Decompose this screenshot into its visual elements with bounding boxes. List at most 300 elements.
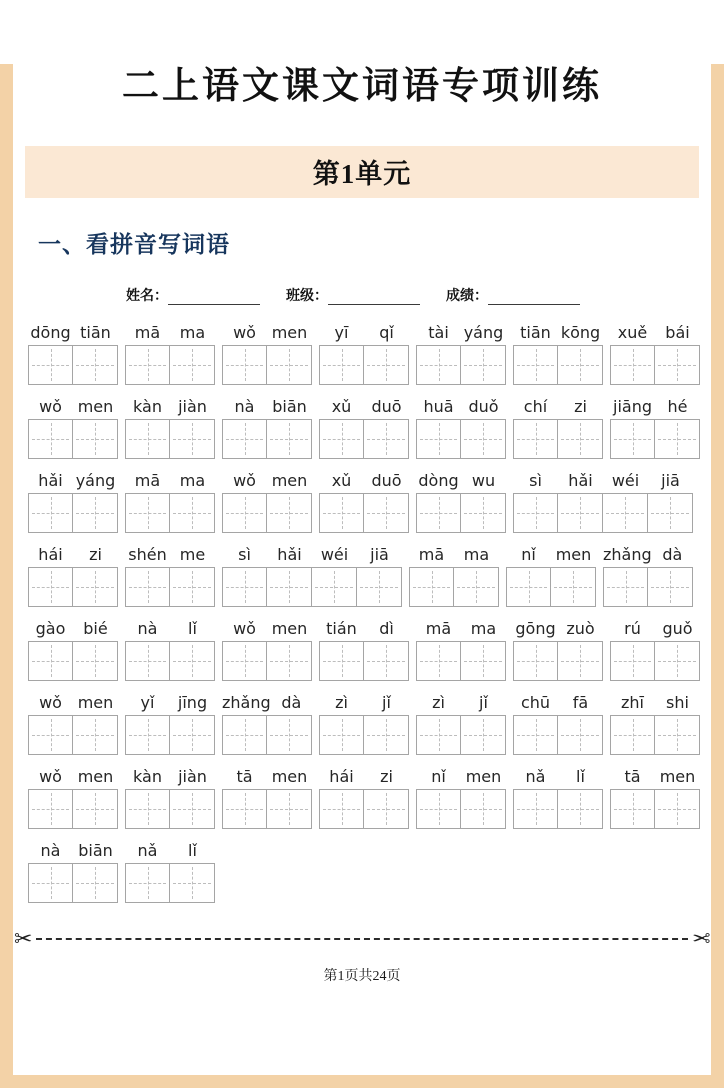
pinyin-syllable: wéi (611, 471, 640, 490)
pinyin-line (125, 614, 215, 641)
pinyin-line (409, 540, 499, 567)
grid-cells (28, 715, 118, 755)
pinyin-syllable: jiā (370, 545, 389, 564)
pinyin-syllable: lǐ (188, 619, 197, 638)
grid-cell (416, 641, 461, 681)
word-block (610, 392, 700, 459)
pinyin-syllable: zi (380, 767, 393, 786)
grid-cell (513, 641, 558, 681)
grid-cell (558, 345, 603, 385)
grid-cell (319, 419, 364, 459)
pinyin-line (125, 762, 215, 789)
pinyin-grid-row (28, 392, 724, 459)
grid-cell (655, 641, 700, 681)
pinyin-line (513, 688, 603, 715)
pinyin-syllable: chū (520, 693, 551, 712)
grid-cell (170, 789, 215, 829)
grid-cell (170, 345, 215, 385)
word-block (319, 318, 409, 385)
grid-cell (28, 419, 73, 459)
pinyin-line (513, 466, 693, 493)
word-block (125, 318, 215, 385)
grid-cell (28, 715, 73, 755)
grid-cell (461, 789, 506, 829)
grid-cells (125, 493, 215, 533)
pinyin-line (513, 762, 603, 789)
pinyin-line (125, 836, 215, 863)
pinyin-line (416, 614, 506, 641)
grid-cell (364, 493, 409, 533)
word-block (610, 318, 700, 385)
section-heading: 一、看拼音写词语 (38, 232, 230, 257)
grid-cells (125, 715, 215, 755)
word-block (125, 762, 215, 829)
pinyin-line (603, 540, 693, 567)
pinyin-line (28, 614, 118, 641)
grid-cells (319, 789, 409, 829)
pinyin-syllable: zhǎng (222, 693, 271, 712)
pinyin-syllable: kàn (133, 767, 162, 786)
word-block (28, 762, 118, 829)
grid-cell (28, 345, 73, 385)
pinyin-syllable: nà (234, 397, 255, 416)
pinyin-grid-row (28, 688, 724, 755)
unit-banner: 第1单元 (25, 146, 699, 198)
pinyin-syllable: ma (179, 471, 206, 490)
pinyin-syllable: hái (329, 767, 354, 786)
grid-cell (125, 419, 170, 459)
word-block (222, 614, 312, 681)
grid-cells (513, 715, 603, 755)
page-number: 第1页共24页 (323, 969, 401, 984)
pinyin-syllable: lǐ (188, 841, 197, 860)
pinyin-syllable: rú (624, 619, 641, 638)
word-block (409, 540, 499, 607)
grid-cells (222, 789, 312, 829)
pinyin-syllable: lǐ (576, 767, 585, 786)
grid-cells (222, 715, 312, 755)
pinyin-line (28, 688, 118, 715)
info-line (126, 285, 724, 305)
scissors-icon: ✂ (691, 926, 710, 951)
grid-cell (357, 567, 402, 607)
grid-cells (222, 419, 312, 459)
grid-cell (558, 419, 603, 459)
grid-cell (222, 715, 267, 755)
grid-cells (610, 789, 700, 829)
grid-cells (416, 493, 506, 533)
pinyin-syllable: dà (281, 693, 302, 712)
pinyin-syllable: tā (624, 767, 641, 786)
grid-cell (170, 419, 215, 459)
word-block (513, 762, 603, 829)
grid-cells (125, 641, 215, 681)
pinyin-syllable: kàn (133, 397, 162, 416)
pinyin-grid-row (28, 318, 724, 385)
pinyin-line (28, 466, 118, 493)
grid-cell (461, 715, 506, 755)
info-field (286, 285, 420, 305)
grid-cell (28, 863, 73, 903)
grid-cells (610, 419, 700, 459)
grid-cells (222, 493, 312, 533)
pinyin-syllable: kōng (560, 323, 601, 342)
grid-cells (125, 345, 215, 385)
worksheet-rows (28, 318, 724, 903)
grid-cell (610, 419, 655, 459)
pinyin-syllable: men (271, 323, 308, 342)
pinyin-syllable: zhǎng (603, 545, 652, 564)
grid-cells (513, 345, 603, 385)
grid-cells (319, 493, 409, 533)
grid-cell (73, 641, 118, 681)
pinyin-line (610, 614, 700, 641)
pinyin-syllable: qǐ (379, 323, 394, 342)
word-block (506, 540, 596, 607)
pinyin-line (222, 466, 312, 493)
pinyin-line (125, 392, 215, 419)
page-frame-left (0, 64, 13, 1088)
grid-cell (558, 493, 603, 533)
word-block (319, 762, 409, 829)
word-block (222, 466, 312, 533)
pinyin-syllable: hé (667, 397, 688, 416)
word-block (610, 688, 700, 755)
page-frame-bottom (0, 1075, 724, 1088)
pinyin-syllable: hǎi (277, 545, 302, 564)
grid-cells (28, 641, 118, 681)
pinyin-syllable: yī (334, 323, 349, 342)
grid-cells (125, 863, 215, 903)
grid-cells (319, 715, 409, 755)
pinyin-line (416, 688, 506, 715)
word-block (125, 614, 215, 681)
grid-cell (655, 345, 700, 385)
pinyin-grid-row (28, 836, 724, 903)
grid-cells (319, 419, 409, 459)
grid-cell (364, 789, 409, 829)
grid-cell (267, 641, 312, 681)
grid-cell (222, 567, 267, 607)
pinyin-syllable: nà (137, 619, 158, 638)
grid-cells (28, 345, 118, 385)
grid-cell (73, 863, 118, 903)
grid-cell (319, 493, 364, 533)
grid-cells (125, 567, 215, 607)
grid-cell (513, 715, 558, 755)
pinyin-syllable: sì (238, 545, 251, 564)
grid-cell (222, 345, 267, 385)
pinyin-syllable: fā (572, 693, 589, 712)
grid-cell (319, 789, 364, 829)
grid-cell (28, 789, 73, 829)
grid-cell (513, 419, 558, 459)
word-block (513, 318, 603, 385)
pinyin-syllable: gào (35, 619, 66, 638)
grid-cells (125, 789, 215, 829)
word-block (125, 836, 215, 903)
pinyin-syllable: jiā (661, 471, 680, 490)
pinyin-line (610, 688, 700, 715)
grid-cell (558, 641, 603, 681)
pinyin-line (28, 392, 118, 419)
grid-cell (170, 567, 215, 607)
word-block (319, 392, 409, 459)
grid-cells (416, 789, 506, 829)
pinyin-line (416, 466, 506, 493)
pinyin-syllable: ma (470, 619, 497, 638)
pinyin-syllable: zuò (566, 619, 595, 638)
grid-cell (73, 419, 118, 459)
word-block (513, 392, 603, 459)
pinyin-syllable: mā (134, 323, 161, 342)
grid-cells (610, 715, 700, 755)
grid-cells (409, 567, 499, 607)
cut-line (14, 928, 710, 950)
pinyin-syllable: men (271, 767, 308, 786)
page-title: 二上语文课文词语专项训练 (122, 66, 602, 107)
pinyin-line (610, 762, 700, 789)
pinyin-syllable: shén (128, 545, 167, 564)
grid-cell (125, 715, 170, 755)
pinyin-syllable: hái (38, 545, 63, 564)
pinyin-syllable: yáng (463, 323, 504, 342)
info-field-blank (328, 290, 420, 305)
grid-cells (416, 715, 506, 755)
grid-cell (558, 789, 603, 829)
pinyin-syllable: mā (418, 545, 445, 564)
grid-cells (610, 641, 700, 681)
pinyin-line (28, 318, 118, 345)
info-field-label: 成绩： (446, 289, 488, 304)
grid-cell (461, 345, 506, 385)
word-block (513, 688, 603, 755)
pinyin-syllable: men (465, 767, 502, 786)
pinyin-syllable: jiàn (178, 767, 207, 786)
pinyin-syllable: duō (371, 471, 402, 490)
grid-cells (222, 641, 312, 681)
info-field-label: 班级： (286, 289, 328, 304)
pinyin-line (28, 762, 118, 789)
grid-cells (416, 345, 506, 385)
word-block (416, 614, 506, 681)
grid-cells (506, 567, 596, 607)
grid-cell (648, 567, 693, 607)
pinyin-syllable: wu (471, 471, 496, 490)
grid-cell (461, 641, 506, 681)
pinyin-grid-row (28, 466, 724, 533)
word-block (222, 318, 312, 385)
grid-cell (125, 789, 170, 829)
grid-cell (610, 641, 655, 681)
pinyin-syllable: xǔ (331, 471, 352, 490)
grid-cell (170, 715, 215, 755)
pinyin-syllable: wǒ (39, 693, 62, 712)
grid-cell (125, 345, 170, 385)
grid-cell (28, 567, 73, 607)
pinyin-syllable: ma (463, 545, 490, 564)
info-field-label: 姓名： (126, 289, 168, 304)
grid-cells (28, 493, 118, 533)
pinyin-syllable: men (271, 619, 308, 638)
grid-cell (364, 715, 409, 755)
pinyin-syllable: bái (665, 323, 690, 342)
grid-cell (416, 715, 461, 755)
grid-cell (222, 641, 267, 681)
grid-cell (655, 715, 700, 755)
grid-cell (125, 567, 170, 607)
pinyin-line (125, 540, 215, 567)
pinyin-line (28, 540, 118, 567)
pinyin-syllable: zhī (621, 693, 644, 712)
pinyin-line (222, 540, 402, 567)
grid-cells (28, 863, 118, 903)
pinyin-syllable: men (555, 545, 592, 564)
pinyin-line (28, 836, 118, 863)
word-block (416, 762, 506, 829)
pinyin-line (222, 392, 312, 419)
pinyin-syllable: gōng (515, 619, 556, 638)
pinyin-syllable: tiān (80, 323, 111, 342)
pinyin-syllable: nà (40, 841, 61, 860)
grid-cell (125, 863, 170, 903)
grid-cell (125, 493, 170, 533)
pinyin-line (125, 318, 215, 345)
pinyin-grid-row (28, 614, 724, 681)
grid-cell (558, 715, 603, 755)
grid-cell (655, 789, 700, 829)
word-block (222, 392, 312, 459)
pinyin-syllable: bié (83, 619, 108, 638)
grid-cell (73, 715, 118, 755)
pinyin-syllable: wǒ (233, 471, 256, 490)
pinyin-syllable: duǒ (468, 397, 499, 416)
grid-cell (319, 715, 364, 755)
grid-cell (364, 345, 409, 385)
word-block (28, 466, 118, 533)
grid-cell (603, 567, 648, 607)
word-block (28, 614, 118, 681)
pinyin-line (319, 614, 409, 641)
grid-cells (416, 641, 506, 681)
grid-cell (73, 567, 118, 607)
pinyin-line (319, 688, 409, 715)
pinyin-syllable: mā (134, 471, 161, 490)
pinyin-line (222, 688, 312, 715)
grid-cell (312, 567, 357, 607)
grid-cell (222, 419, 267, 459)
pinyin-syllable: wéi (320, 545, 349, 564)
pinyin-syllable: xuě (617, 323, 648, 342)
grid-cells (603, 567, 693, 607)
info-field-blank (488, 290, 580, 305)
pinyin-syllable: hǎi (38, 471, 63, 490)
pinyin-syllable: dà (662, 545, 683, 564)
pinyin-line (319, 318, 409, 345)
grid-cells (513, 493, 693, 533)
pinyin-syllable: ma (179, 323, 206, 342)
grid-cell (222, 789, 267, 829)
word-block (416, 688, 506, 755)
pinyin-line (319, 466, 409, 493)
grid-cell (610, 789, 655, 829)
grid-cell (513, 493, 558, 533)
pinyin-syllable: wǒ (39, 397, 62, 416)
word-block (319, 688, 409, 755)
pinyin-syllable: me (179, 545, 206, 564)
grid-cell (125, 641, 170, 681)
pinyin-syllable: dì (379, 619, 394, 638)
word-block (28, 540, 118, 607)
info-field-blank (168, 290, 260, 305)
grid-cells (513, 789, 603, 829)
grid-cell (648, 493, 693, 533)
pinyin-syllable: dōng (30, 323, 71, 342)
grid-cell (319, 345, 364, 385)
grid-cell (461, 493, 506, 533)
grid-cell (610, 345, 655, 385)
word-block (222, 540, 402, 607)
grid-cell (267, 493, 312, 533)
pinyin-syllable: jǐ (479, 693, 488, 712)
word-block (610, 614, 700, 681)
scissors-icon: ✂ (14, 926, 33, 951)
pinyin-syllable: hǎi (568, 471, 593, 490)
word-block (416, 466, 506, 533)
pinyin-line (416, 762, 506, 789)
pinyin-syllable: biān (78, 841, 113, 860)
word-block (28, 688, 118, 755)
pinyin-syllable: yǐ (140, 693, 155, 712)
grid-cell (655, 419, 700, 459)
pinyin-syllable: men (77, 397, 114, 416)
info-field (126, 285, 260, 305)
word-block (28, 392, 118, 459)
pinyin-syllable: nǐ (521, 545, 536, 564)
page-frame-right (711, 64, 724, 1088)
grid-cells (222, 345, 312, 385)
grid-cells (416, 419, 506, 459)
pinyin-syllable: duō (371, 397, 402, 416)
word-block (28, 836, 118, 903)
grid-cells (319, 345, 409, 385)
grid-cell (409, 567, 454, 607)
word-block (603, 540, 693, 607)
pinyin-syllable: jiàn (178, 397, 207, 416)
word-block (319, 614, 409, 681)
pinyin-line (513, 392, 603, 419)
pinyin-line (416, 318, 506, 345)
pinyin-syllable: biān (272, 397, 307, 416)
grid-cell (170, 863, 215, 903)
grid-cell (513, 789, 558, 829)
pinyin-line (513, 318, 603, 345)
pinyin-line (125, 688, 215, 715)
pinyin-syllable: jīng (177, 693, 208, 712)
grid-cell (73, 789, 118, 829)
pinyin-syllable: tài (428, 323, 449, 342)
pinyin-syllable: yáng (75, 471, 116, 490)
grid-cell (610, 715, 655, 755)
grid-cell (222, 493, 267, 533)
grid-cell (364, 641, 409, 681)
pinyin-syllable: wǒ (39, 767, 62, 786)
word-block (416, 318, 506, 385)
pinyin-syllable: shi (666, 693, 689, 712)
pinyin-syllable: zì (432, 693, 445, 712)
pinyin-syllable: men (659, 767, 696, 786)
pinyin-syllable: guǒ (662, 619, 693, 638)
